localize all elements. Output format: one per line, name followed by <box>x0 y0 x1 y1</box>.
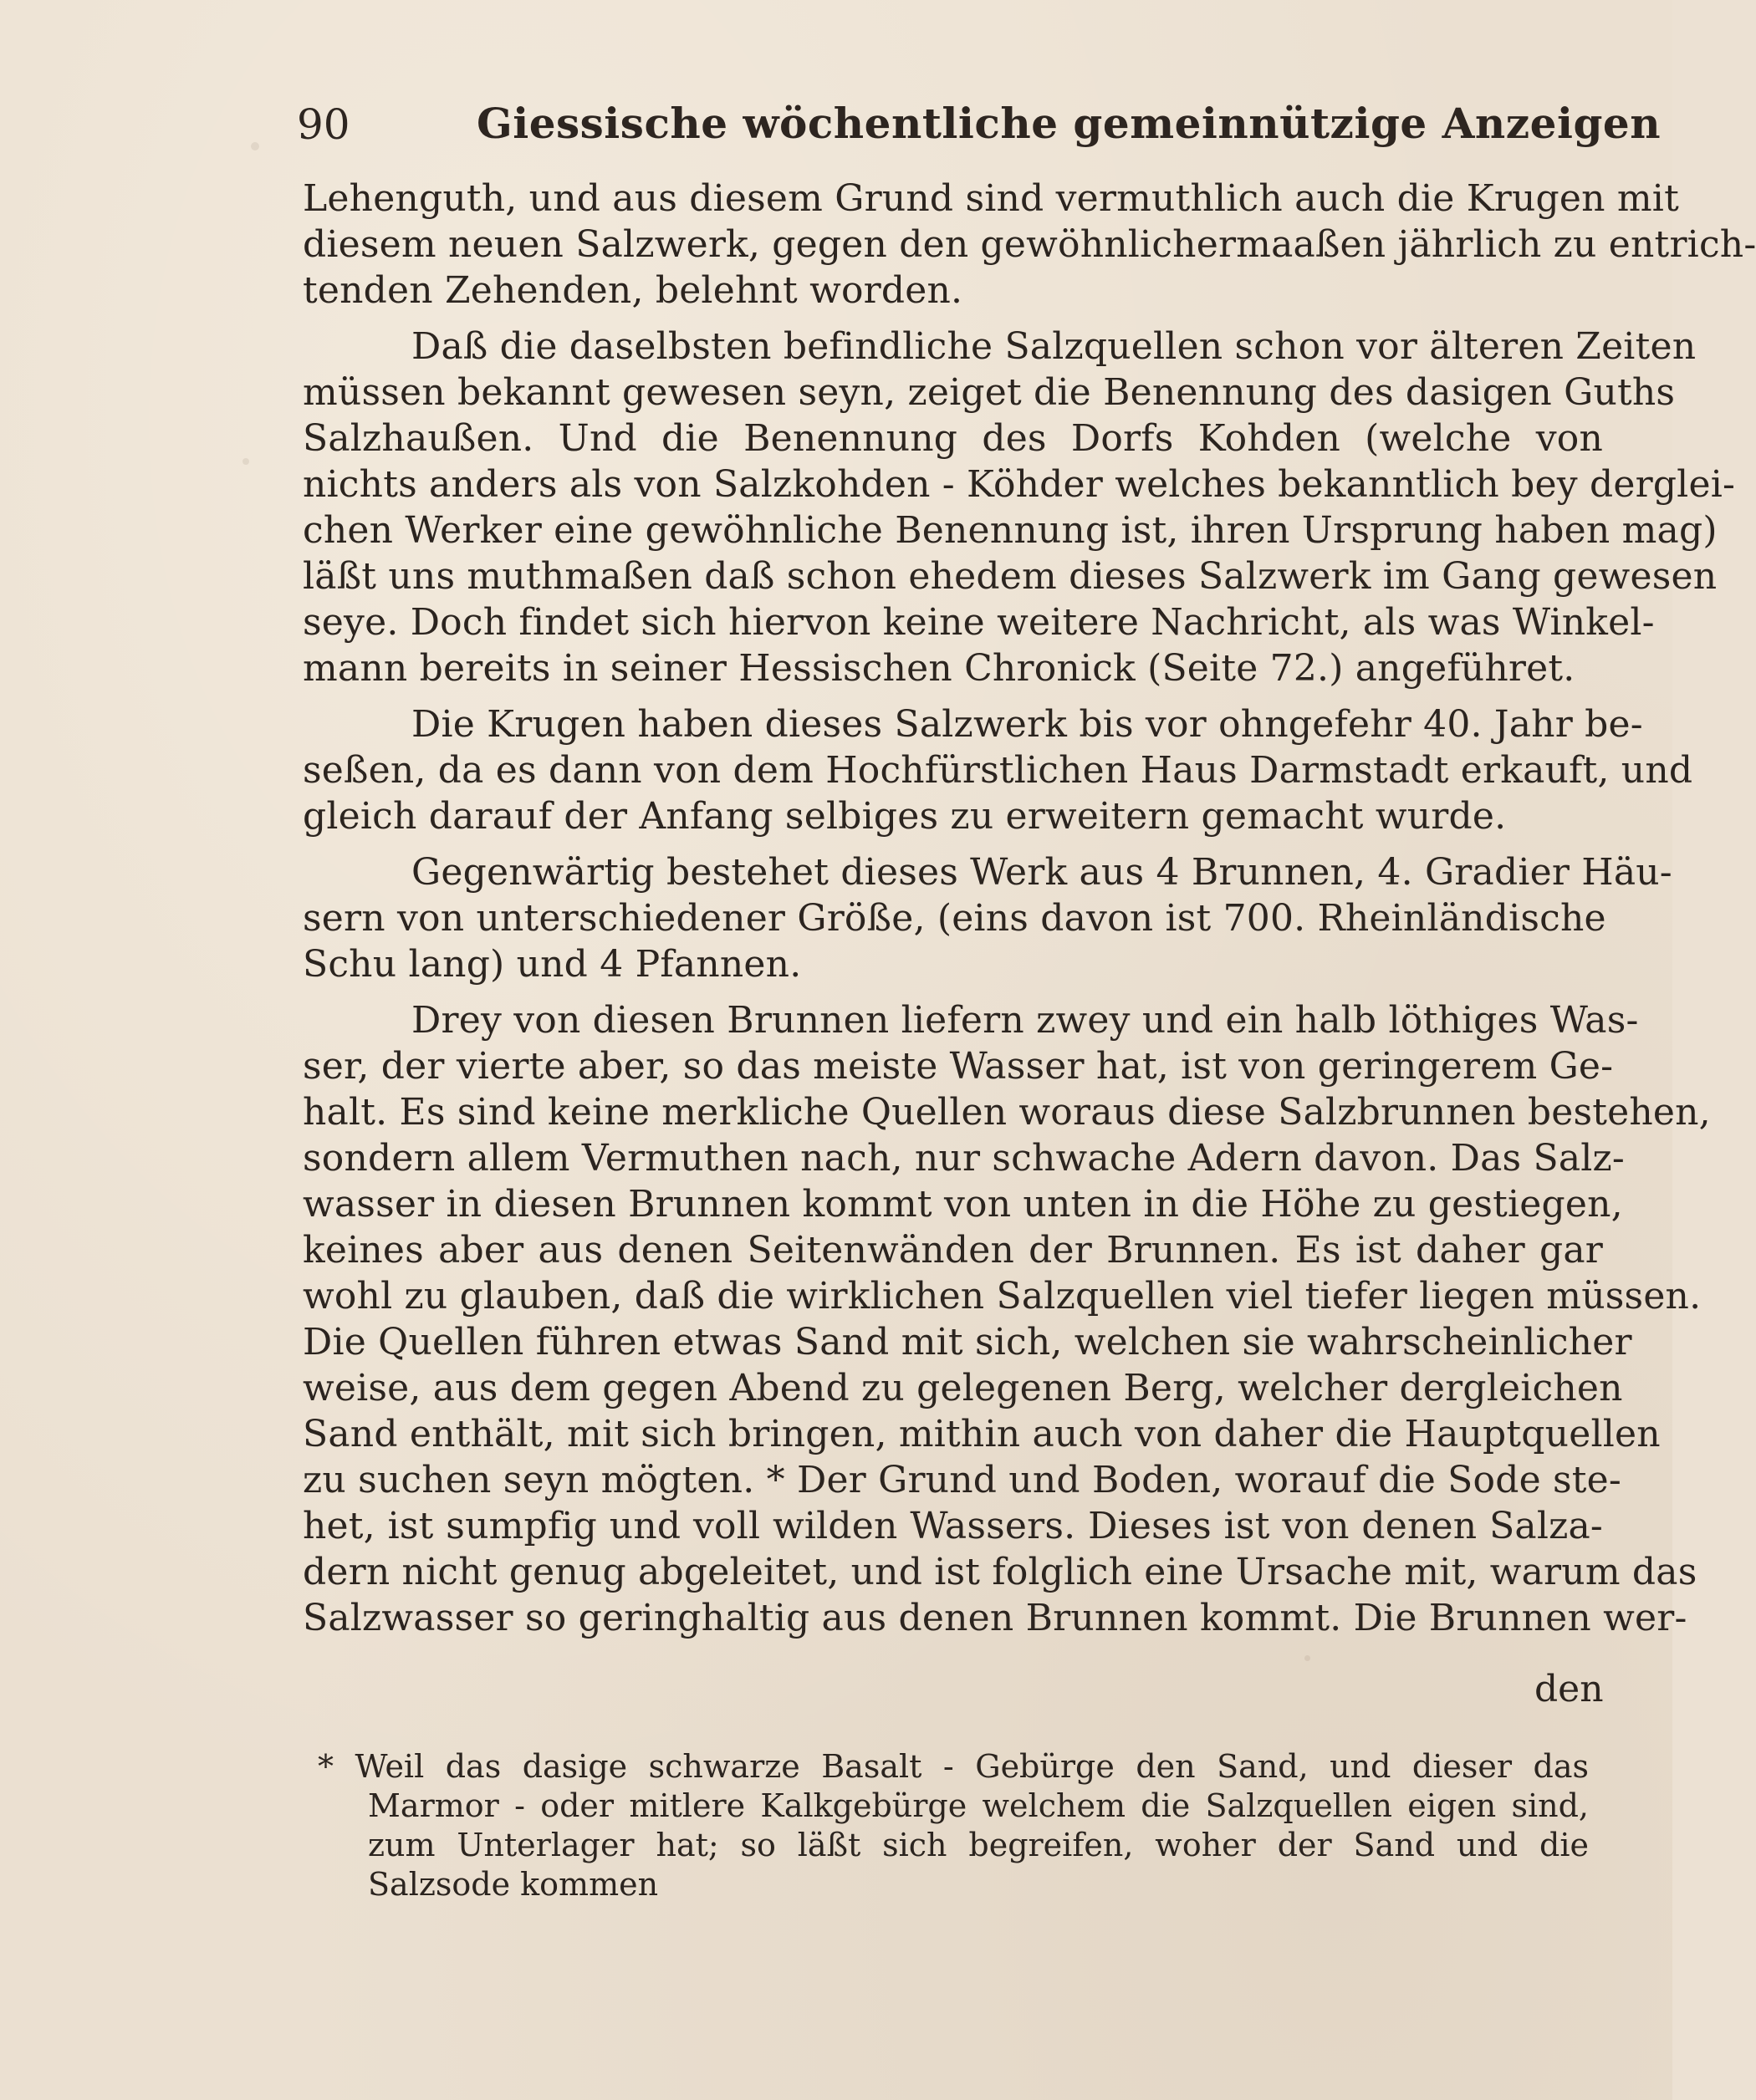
footnote-line: * Weil das dasige schwarze Basalt - Gebürge den Sand, und dieser das <box>318 1748 1589 1785</box>
text-line: het, ist sumpfig und voll wilden Wassers. Dieses ist von denen Salza- <box>303 1505 1603 1547</box>
running-title: Giessische wöchentliche gemeinnützige Anzeigen <box>477 99 1662 148</box>
text-line: Die Quellen führen etwas Sand mit sich, welchen sie wahrscheinlicher <box>303 1321 1632 1363</box>
text-line: gleich darauf der Anfang selbiges zu erweitern gemacht wurde. <box>303 795 1507 838</box>
text-line: Salzwasser so geringhaltig aus denen Brunnen kommt. Die Brunnen wer- <box>303 1597 1687 1639</box>
paragraph <box>303 701 1693 839</box>
text-line: wasser in diesen Brunnen kommt von unten in die Höhe zu gestiegen, <box>303 1183 1623 1226</box>
footnote-line: Marmor - oder mitlere Kalkgebürge welchem die Salzquellen eigen sind, <box>368 1787 1589 1824</box>
paragraph <box>303 849 1672 987</box>
page-number: 90 <box>297 100 350 149</box>
catchword: den <box>1534 1668 1604 1710</box>
paragraph <box>303 997 1711 1641</box>
paper-spot <box>242 458 249 465</box>
text-line: keines aber aus denen Seitenwänden der Brunnen. Es ist daher gar <box>303 1229 1603 1272</box>
text-line: Schu lang) und 4 Pfannen. <box>303 943 802 986</box>
text-line: läßt uns muthmaßen daß schon ehedem dieses Salzwerk im Gang gewesen <box>303 555 1718 598</box>
paper-spot <box>1304 1655 1310 1661</box>
text-line: seye. Doch findet sich hiervon keine weitere Nachricht, als was Winkel- <box>303 601 1655 644</box>
footnote-line: zum Unterlager hat; so läßt sich begreifen, woher der Sand und die <box>368 1827 1589 1863</box>
text-line: wohl zu glauben, daß die wirklichen Salzquellen viel tiefer liegen müssen. <box>303 1275 1702 1318</box>
page-header <box>297 94 1662 152</box>
text-line: Gegenwärtig bestehet dieses Werk aus 4 Brunnen, 4. Gradier Häu- <box>411 851 1672 894</box>
text-line: Drey von diesen Brunnen liefern zwey und ein halb löthiges Was- <box>411 999 1639 1042</box>
paragraph <box>303 324 1736 691</box>
footnote <box>318 1747 1589 1904</box>
text-line: Daß die daselbsten befindliche Salzquellen schon vor älteren Zeiten <box>411 325 1697 368</box>
paragraph <box>303 176 1756 313</box>
text-line: tenden Zehenden, belehnt worden. <box>303 269 963 312</box>
text-line: halt. Es sind keine merkliche Quellen woraus diese Salzbrunnen bestehen, <box>303 1091 1711 1134</box>
text-line: seßen, da es dann von dem Hochfürstlichen Haus Darmstadt erkauft, und <box>303 749 1693 792</box>
text-line: weise, aus dem gegen Abend zu gelegenen Berg, welcher dergleichen <box>303 1367 1623 1409</box>
text-line: Lehenguth, und aus diesem Grund sind vermuthlich auch die Krugen mit <box>303 177 1679 220</box>
text-line: zu suchen seyn mögten. * Der Grund und Boden, worauf die Sode ste- <box>303 1459 1621 1501</box>
footnote-line: Salzsode kommen <box>368 1866 659 1903</box>
text-line: diesem neuen Salzwerk, gegen den gewöhnlichermaaßen jährlich zu entrich- <box>303 223 1756 266</box>
text-line: sern von unterschiedener Größe, (eins davon ist 700. Rheinländische <box>303 897 1606 940</box>
text-line: chen Werker eine gewöhnliche Benennung ist, ihren Ursprung haben mag) <box>303 509 1718 552</box>
text-line: sondern allem Vermuthen nach, nur schwache Adern davon. Das Salz- <box>303 1137 1625 1180</box>
text-line: Sand enthält, mit sich bringen, mithin auch von daher die Hauptquellen <box>303 1413 1661 1455</box>
text-line: müssen bekannt gewesen seyn, zeiget die Benennung des dasigen Guths <box>303 371 1676 414</box>
paper-spot <box>251 142 259 150</box>
text-line: mann bereits in seiner Hessischen Chronick (Seite 72.) angeführet. <box>303 647 1575 690</box>
text-line: ser, der vierte aber, so das meiste Wasser hat, ist von geringerem Ge- <box>303 1045 1614 1088</box>
text-line: Die Krugen haben dieses Salzwerk bis vor ohngefehr 40. Jahr be- <box>411 703 1643 746</box>
text-line: nichts anders als von Salzkohden - Köhder welches bekanntlich bey derglei- <box>303 463 1736 506</box>
body-text <box>303 176 1756 1641</box>
text-line: Salzhaußen. Und die Benennung des Dorfs Kohden (welche von <box>303 417 1603 460</box>
text-line: dern nicht genug abgeleitet, und ist folglich eine Ursache mit, warum das <box>303 1551 1697 1593</box>
